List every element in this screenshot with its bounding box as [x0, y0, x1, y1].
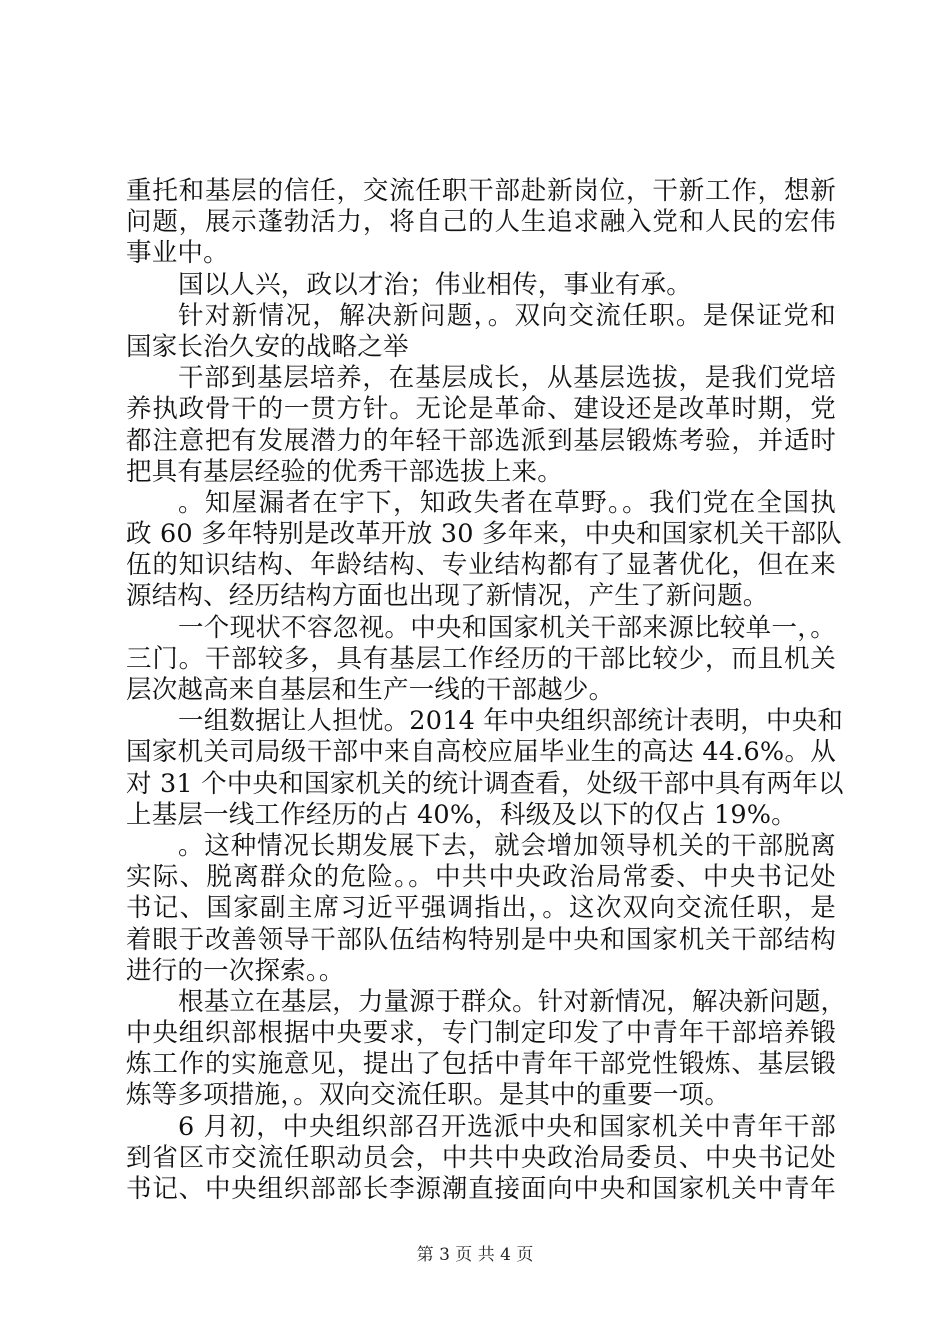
text-line: 事业中。	[126, 238, 229, 269]
text-line: 问题，展示蓬勃活力，将自己的人生追求融入党和人民的宏伟	[126, 207, 836, 238]
text-line: 干部到基层培养，在基层成长，从基层选拔，是我们党培	[178, 363, 836, 394]
text-line: 根基立在基层，力量源于群众。针对新情况，解决新问题，	[178, 986, 847, 1017]
text-line: 国家机关司局级干部中来自高校应届毕业生的高达 44.6%。从	[126, 737, 836, 768]
text-line: 6 月初，中央组织部召开选派中央和国家机关中青年干部	[178, 1111, 836, 1142]
text-line: 把具有基层经验的优秀干部选拔上来。	[126, 456, 563, 487]
paragraph	[126, 986, 847, 1112]
paragraph	[126, 706, 844, 831]
paragraph	[126, 301, 836, 363]
text-line: 一个现状不容忽视。中央和国家机关干部来源比较单一，。	[178, 612, 836, 643]
text-line: 三门。干部较多，具有基层工作经历的干部比较少，而且机关	[126, 643, 836, 674]
text-line: 到省区市交流任职动员会，中共中央政治局委员、中央书记处	[126, 1142, 836, 1173]
text-line: 国以人兴，政以才治；伟业相传，事业有承。	[178, 269, 693, 300]
text-line: 养执政骨干的一贯方针。无论是革命、建设还是改革时期，党	[126, 394, 836, 425]
text-line: 炼工作的实施意见，提出了包括中青年干部党性锻炼、基层锻	[126, 1049, 836, 1080]
paragraph	[126, 270, 836, 301]
text-line: 伍的知识结构、年龄结构、专业结构都有了显著优化，但在来	[126, 550, 836, 581]
text-line: 上基层一线工作经历的占 40%，科级及以下的仅占 19%。	[126, 799, 797, 830]
text-line: 着眼于改善领导干部队伍结构特别是中央和国家机关干部结构	[126, 924, 836, 955]
text-line: 炼等多项措施，。双向交流任职。是其中的重要一项。	[126, 1080, 731, 1111]
paragraph	[126, 487, 842, 613]
paragraph	[126, 363, 836, 488]
page-footer: 第 3 页 共 4 页	[416, 1245, 534, 1265]
text-line: 进行的一次探索。。	[126, 955, 345, 986]
paragraph	[126, 831, 836, 987]
text-line: 层次越高来自基层和生产一线的干部越少。	[126, 675, 615, 705]
text-line: 针对新情况，解决新问题，。双向交流任职。是保证党和	[178, 300, 836, 331]
text-line: 国家长治久安的战略之举	[126, 331, 409, 362]
paragraph	[126, 176, 836, 270]
text-line: 源结构、经历结构方面也出现了新情况，产生了新问题。	[126, 581, 769, 612]
text-line: 重托和基层的信任，交流任职干部赴新岗位，干新工作，想新	[126, 176, 836, 206]
text-line: 实际、脱离群众的危险。。中共中央政治局常委、中央书记处	[126, 862, 836, 893]
text-line: 中央组织部根据中央要求，专门制定印发了中青年干部培养锻	[126, 1018, 836, 1049]
text-line: 书记、中央组织部部长李源潮直接面向中央和国家机关中青年	[126, 1174, 836, 1204]
text-line: 。知屋漏者在宇下，知政失者在草野。。我们党在全国执	[178, 487, 836, 518]
text-line: 对 31 个中央和国家机关的统计调查看，处级干部中具有两年以	[126, 768, 844, 799]
text-line: 书记、国家副主席习近平强调指出，。这次双向交流任职，是	[126, 893, 836, 924]
text-line: 一组数据让人担忧。2014 年中央组织部统计表明，中央和	[178, 706, 844, 737]
text-line: 都注意把有发展潜力的年轻干部选派到基层锻炼考验，并适时	[126, 425, 836, 456]
text-line: 政 60 多年特别是改革开放 30 多年来，中央和国家机关干部队	[126, 519, 842, 550]
paragraph	[126, 1112, 836, 1206]
paragraph	[126, 613, 836, 707]
text-line: 。这种情况长期发展下去，就会增加领导机关的干部脱离	[178, 830, 836, 861]
document-body	[126, 176, 847, 1205]
